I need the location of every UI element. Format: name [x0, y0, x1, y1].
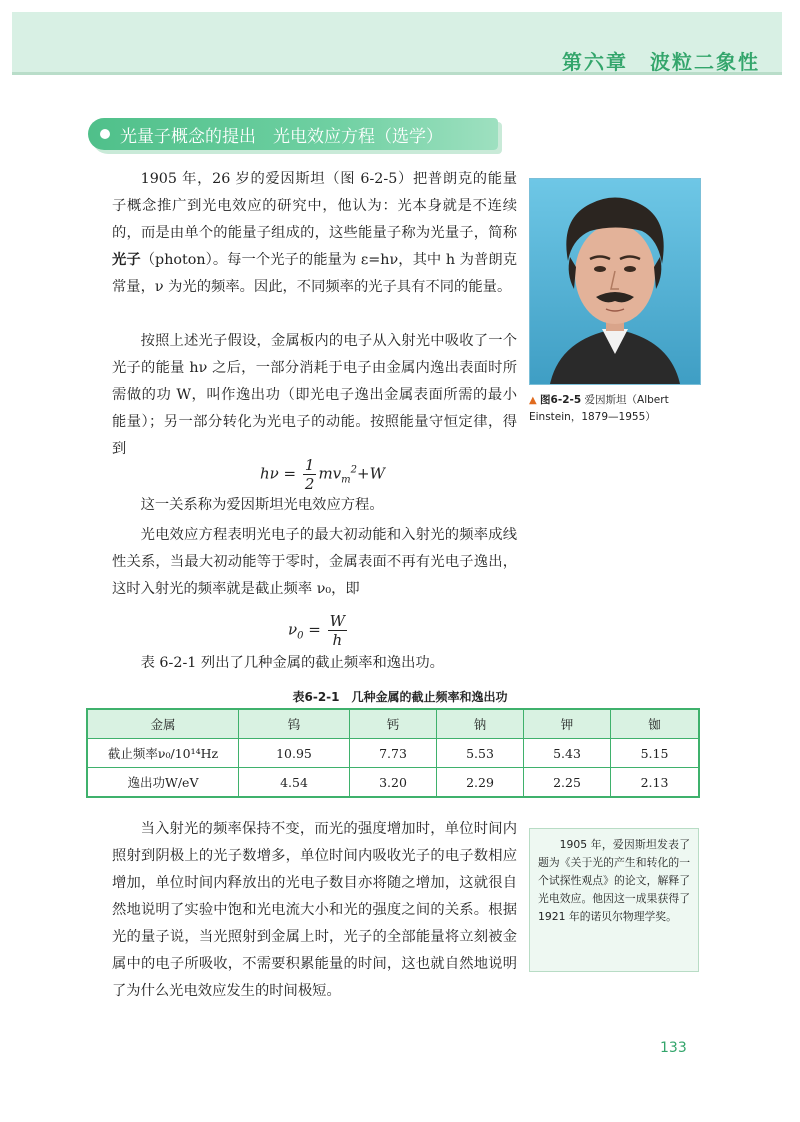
triangle-marker-icon: ▲ — [529, 395, 537, 406]
header-cell: 钨 — [239, 709, 350, 739]
table-cell: 4.54 — [239, 768, 350, 798]
nu-symbol: ν — [288, 620, 298, 639]
figure-caption — [529, 392, 709, 425]
table-cell: 5.53 — [436, 739, 523, 768]
table-cell: 5.15 — [610, 739, 699, 768]
paragraph-4: 光电效应方程表明光电子的最大初动能和入射光的频率成线性关系，当最大初动能等于零时，金属表面不再有光电子逸出，这时入射光的频率就是截止频率 ν₀，即 — [112, 527, 517, 597]
nu-subscript: 0 — [297, 630, 304, 642]
paragraph-5: 表 6-2-1 列出了几种金属的截止频率和逸出功。 — [140, 655, 444, 671]
einstein-portrait — [529, 178, 701, 385]
table-header-row — [87, 709, 699, 739]
table-cell: 5.43 — [523, 739, 610, 768]
table-cell: 2.25 — [523, 768, 610, 798]
fraction-denominator: h — [332, 631, 343, 649]
portrait-illustration — [530, 179, 700, 384]
equation-lhs: hν = — [260, 464, 297, 483]
fraction-w-over-h — [328, 612, 347, 649]
paragraph-6: 当入射光的频率保持不变，而光的强度增加时，单位时间内照射到阴极上的光子数增多，单位时间内吸收光子的电子数相应增加，单位时间内释放出的光电子数目亦将随之增加，这就很自然地说明了实验中饱和光电流大小和光的强度之间的关系。根据光的量子说，当光照射到金属上时，光子的全部能量将立刻被金属中的电子所吸收，不需要积累能量的时间，这也就自然地说明了为什么光电效应发生的时间极短。 — [112, 821, 517, 999]
fraction-denominator: 2 — [304, 475, 315, 493]
term-photon: 光子 — [112, 252, 141, 268]
table-cell: 2.13 — [610, 768, 699, 798]
sidebar-note-text: 1905 年，爱因斯坦发表了题为《关于光的产生和转化的一个试探性观点》的论文，解释了光电效应。他因这一成果获得了 1921 年的诺贝尔物理学奖。 — [538, 838, 690, 923]
header-cell: 钠 — [436, 709, 523, 739]
row-label: 逸出功W/eV — [87, 768, 239, 798]
paragraph-3: 这一关系称为爱因斯坦光电效应方程。 — [140, 497, 384, 513]
fraction-one-half — [303, 456, 317, 493]
metal-table — [86, 708, 700, 798]
table-cell: 3.20 — [349, 768, 436, 798]
table-cell: 7.73 — [349, 739, 436, 768]
page-number: 133 — [660, 1040, 687, 1056]
paragraph-2: 按照上述光子假设，金属板内的电子从入射光中吸收了一个光子的能量 hν 之后，一部分消耗于电子由金属内逸出表面时所需做的功 W，叫作逸出功（即光电子逸出金属表面所需的最小能量）；另一部分转化为光电子的动能。按照能量守恒定律，得到 — [112, 333, 517, 457]
chapter-title: 第六章 波粒二象性 — [562, 50, 760, 74]
kinetic-subscript: m — [341, 474, 351, 486]
row-label: 截止频率ν₀/10¹⁴Hz — [87, 739, 239, 768]
kinetic-term: mv — [318, 464, 342, 483]
einstein-equation — [260, 456, 385, 493]
header-cell: 钾 — [523, 709, 610, 739]
header-cell: 金属 — [87, 709, 239, 739]
table-cell: 10.95 — [239, 739, 350, 768]
kinetic-superscript: 2 — [350, 464, 358, 476]
table-caption: 表6-2-1 几种金属的截止频率和逸出功 — [292, 690, 508, 704]
figure-caption-text: 爱因斯坦（Albert Einstein，1879—1955） — [529, 394, 669, 423]
table-row — [87, 768, 699, 798]
cutoff-frequency-equation — [288, 612, 349, 649]
header-cell: 钙 — [349, 709, 436, 739]
equals-sign: = — [303, 620, 321, 639]
fraction-numerator: W — [329, 612, 346, 630]
section-banner — [88, 118, 498, 150]
bullet-dot-icon — [100, 129, 110, 139]
table-cell: 2.29 — [436, 768, 523, 798]
paragraph-1-part-a: 1905 年，26 岁的爱因斯坦（图 6-2-5）把普朗克的能量子概念推广到光电效应的研究中，他认为：光本身就是不连续的，而是由单个的能量子组成的，这些能量子称为光量子，简称 — [112, 171, 517, 241]
header-cell: 铷 — [610, 709, 699, 739]
section-title: 光量子概念的提出 光电效应方程（选学） — [120, 126, 443, 147]
paragraph-1-part-b: （photon）。每一个光子的能量为 ε=hν，其中 h 为普朗克常量，ν 为光的频率。因此，不同频率的光子具有不同的能量。 — [112, 252, 517, 295]
figure-label: 图6-2-5 — [540, 394, 582, 406]
paragraph-1 — [112, 166, 517, 301]
work-term: +W — [357, 464, 386, 483]
table-row — [87, 739, 699, 768]
fraction-numerator: 1 — [304, 456, 315, 474]
